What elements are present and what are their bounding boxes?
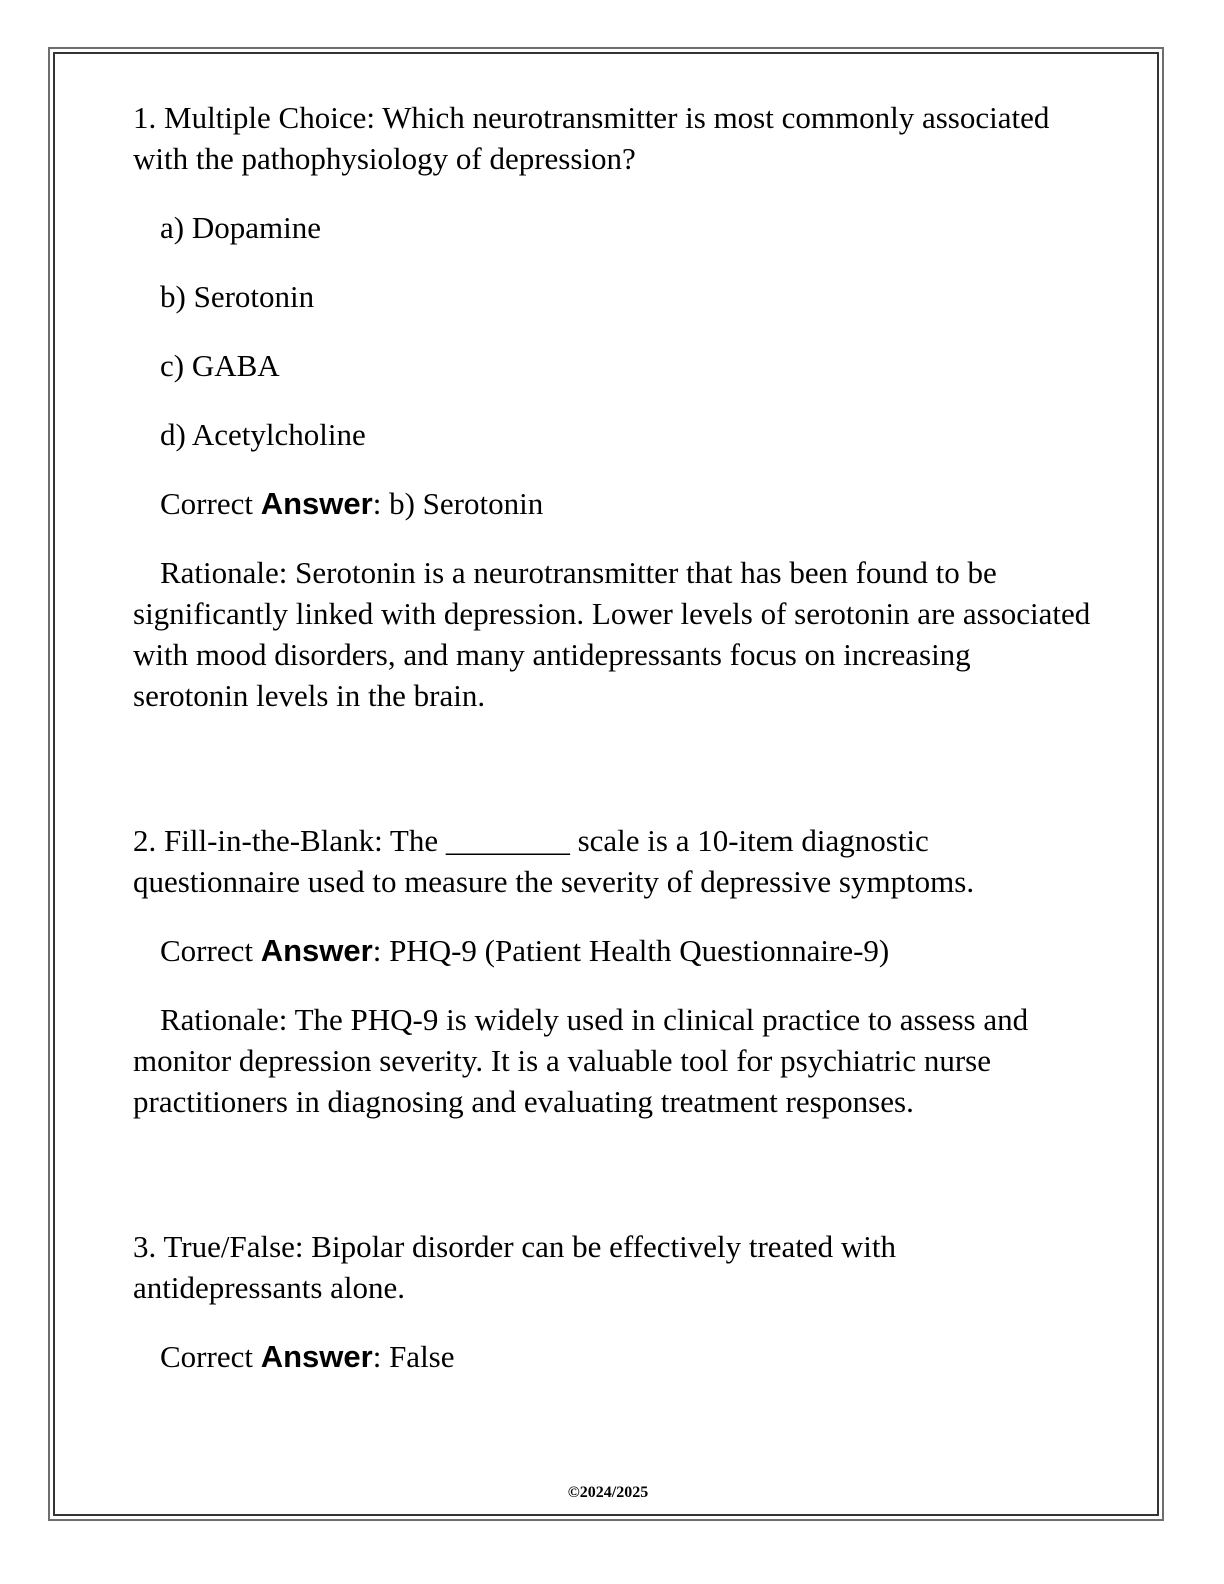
answer-value: : PHQ-9 (Patient Health Questionnaire-9) bbox=[372, 933, 890, 968]
answer-prefix: Correct bbox=[160, 1339, 261, 1374]
question-1-option-d: d) Acetylcholine bbox=[160, 417, 366, 452]
answer-prefix: Correct bbox=[160, 933, 261, 968]
question-2-stem: 2. Fill-in-the-Blank: The ________ scale is a 10-item diagnostic questionnaire used to measure the severity of depressive symptoms. bbox=[133, 823, 975, 899]
answer-value: : b) Serotonin bbox=[372, 486, 544, 521]
answer-prefix: Correct bbox=[160, 486, 261, 521]
question-1-answer bbox=[133, 483, 1093, 524]
question-3-stem: 3. True/False: Bipolar disorder can be effectively treated with antidepressants alone. bbox=[133, 1229, 897, 1305]
page-footer: ©2024/2025 bbox=[567, 1484, 649, 1501]
answer-word: Answer bbox=[260, 1339, 373, 1374]
question-2-rationale: Rationale: The PHQ-9 is widely used in clinical practice to assess and monitor depression severity. It is a valuable tool for psychiatric nurse practitioners in diagnosing and evaluating treatment responses. bbox=[133, 1002, 1029, 1119]
question-1-rationale: Rationale: Serotonin is a neurotransmitter that has been found to be significantly linked with depression. Lower levels of serotonin are associated with mood disorders, and many antidepressants focus on increasing serotonin levels in the brain. bbox=[133, 555, 1091, 713]
answer-value: : False bbox=[372, 1339, 455, 1374]
question-2-answer bbox=[133, 930, 1093, 971]
question-1-option-a: a) Dopamine bbox=[160, 210, 321, 245]
question-3-answer bbox=[133, 1336, 1093, 1377]
answer-word: Answer bbox=[260, 486, 373, 521]
question-1-stem: 1. Multiple Choice: Which neurotransmitter is most commonly associated with the pathophysiology of depression? bbox=[133, 100, 1050, 176]
question-1-option-c: c) GABA bbox=[160, 348, 280, 383]
answer-word: Answer bbox=[260, 933, 373, 968]
document-content bbox=[133, 97, 1093, 1377]
question-1-option-b: b) Serotonin bbox=[160, 279, 315, 314]
